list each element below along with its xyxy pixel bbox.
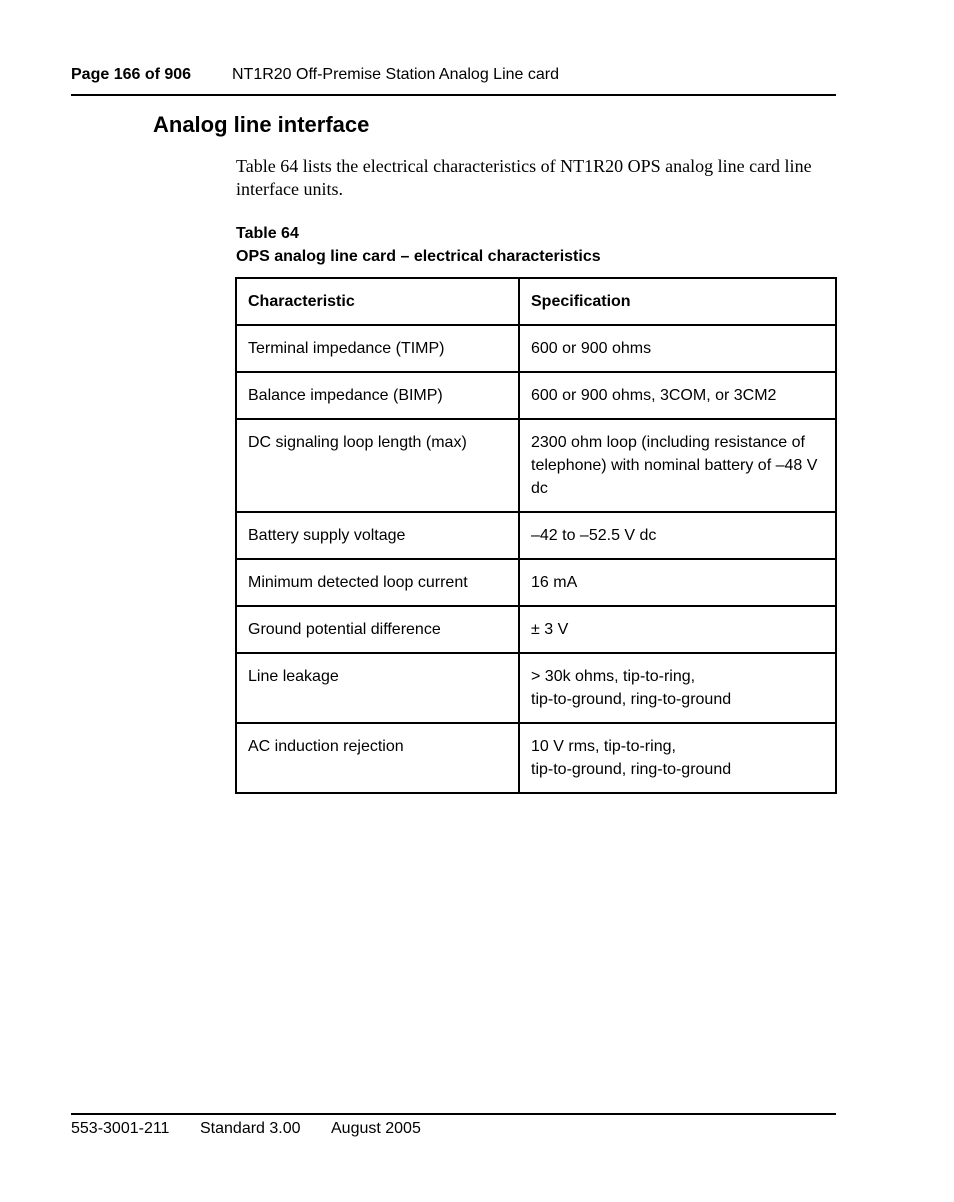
specification-cell: 16 mA bbox=[519, 559, 836, 606]
page-header bbox=[71, 66, 836, 96]
section-heading: Analog line interface bbox=[153, 112, 370, 137]
page-number: Page 166 of 906 bbox=[71, 66, 192, 83]
table-row bbox=[236, 325, 836, 372]
specification-cell: 600 or 900 ohms bbox=[519, 325, 836, 372]
characteristic-cell: Ground potential difference bbox=[236, 606, 519, 653]
table-caption bbox=[236, 222, 601, 268]
characteristic-cell: Terminal impedance (TIMP) bbox=[236, 325, 519, 372]
characteristics-table bbox=[235, 277, 837, 794]
column-header: Characteristic bbox=[236, 278, 519, 325]
specification-cell: 600 or 900 ohms, 3COM, or 3CM2 bbox=[519, 372, 836, 419]
publication-date: August 2005 bbox=[331, 1120, 421, 1137]
table-row bbox=[236, 559, 836, 606]
column-header: Specification bbox=[519, 278, 836, 325]
table-row bbox=[236, 653, 836, 723]
table-row bbox=[236, 372, 836, 419]
document-number: 553-3001-211 bbox=[71, 1120, 170, 1137]
characteristic-cell: DC signaling loop length (max) bbox=[236, 419, 519, 512]
table-number: Table 64 bbox=[236, 225, 299, 242]
characteristic-cell: Line leakage bbox=[236, 653, 519, 723]
characteristic-cell: Balance impedance (BIMP) bbox=[236, 372, 519, 419]
specification-cell: –42 to –52.5 V dc bbox=[519, 512, 836, 559]
table-row bbox=[236, 419, 836, 512]
characteristic-cell: AC induction rejection bbox=[236, 723, 519, 793]
table-header-row bbox=[236, 278, 836, 325]
specification-cell: ± 3 V bbox=[519, 606, 836, 653]
specification-cell: 10 V rms, tip-to-ring, tip-to-ground, ring-to-ground bbox=[519, 723, 836, 793]
document-title: NT1R20 Off-Premise Station Analog Line card bbox=[232, 66, 559, 83]
specification-cell: > 30k ohms, tip-to-ring, tip-to-ground, ring-to-ground bbox=[519, 653, 836, 723]
table-row bbox=[236, 606, 836, 653]
page-footer bbox=[71, 1113, 836, 1137]
characteristic-cell: Battery supply voltage bbox=[236, 512, 519, 559]
table-row bbox=[236, 723, 836, 793]
characteristic-cell: Minimum detected loop current bbox=[236, 559, 519, 606]
specification-cell: 2300 ohm loop (including resistance of telephone) with nominal battery of –48 V dc bbox=[519, 419, 836, 512]
table-row bbox=[236, 512, 836, 559]
table-title: OPS analog line card – electrical characteristics bbox=[236, 248, 601, 265]
standard-version: Standard 3.00 bbox=[200, 1120, 301, 1137]
intro-paragraph: Table 64 lists the electrical characteristics of NT1R20 OPS analog line card line interface units. bbox=[236, 156, 812, 199]
